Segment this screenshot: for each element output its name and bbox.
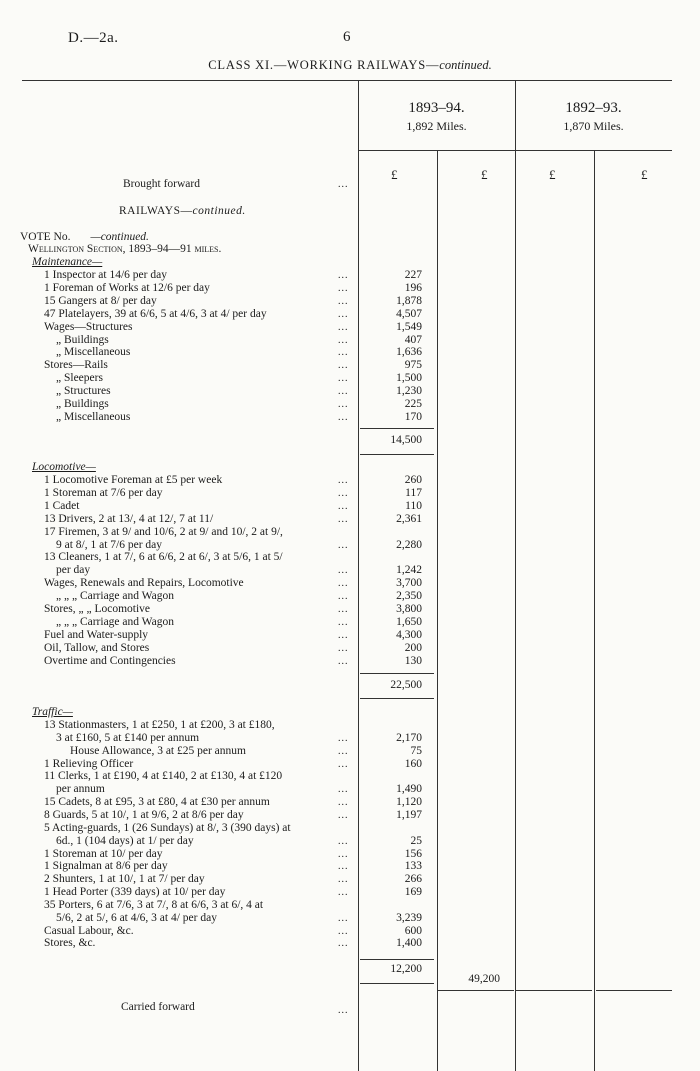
- locomotive-row-value: 2,280: [396, 538, 422, 551]
- traffic-row-label: 11 Clerks, 1 at £190, 4 at £140, 2 at £130, 4 at £120: [44, 770, 283, 783]
- traffic-row: [0, 886, 700, 899]
- vote-line: [20, 231, 149, 243]
- leader-dots: ...: [338, 270, 349, 281]
- traffic-row-label: 8 Guards, 5 at 10/, 1 at 9/6, 2 at 8/6 per day: [44, 808, 244, 821]
- leader-dots: ...: [338, 539, 349, 551]
- locomotive-total-rule: [360, 698, 434, 699]
- traffic-heading: Traffic—: [32, 706, 73, 718]
- maintenance-row: [0, 411, 700, 424]
- locomotive-row: [0, 629, 700, 642]
- locomotive-row: [0, 539, 700, 552]
- leader-dots: ...: [338, 179, 349, 190]
- locomotive-row: [0, 500, 700, 513]
- leader-dots: ...: [338, 887, 349, 899]
- leader-dots: ...: [338, 1005, 349, 1016]
- leader-dots: ...: [338, 604, 349, 615]
- traffic-row: [0, 770, 700, 783]
- traffic-row-label: 1 Storeman at 10/ per day: [44, 847, 163, 860]
- leader-dots: ...: [338, 591, 349, 603]
- maintenance-row-value: 1,230: [396, 385, 422, 398]
- column-year-1893: 1893–94.: [408, 100, 465, 116]
- maintenance-row-value: 225: [404, 398, 422, 410]
- traffic-row-value: 75: [410, 744, 422, 757]
- traffic-row-label: Casual Labour, &c.: [44, 924, 134, 937]
- prior-year-rule-1: [516, 990, 592, 991]
- leader-dots: ...: [338, 655, 349, 667]
- maintenance-row-value: 1,549: [396, 320, 422, 333]
- leader-dots: ...: [338, 513, 349, 525]
- traffic-row: [0, 822, 700, 835]
- locomotive-row-label: „ „ „ Carriage and Wagon: [56, 615, 174, 628]
- column-miles-1892: 1,870 Miles.: [563, 119, 624, 133]
- traffic-row: [0, 937, 700, 950]
- maintenance-row-label: 1 Inspector at 14/6 per day: [44, 269, 167, 281]
- leader-dots: ...: [338, 732, 349, 744]
- locomotive-total: 22,500: [390, 679, 422, 691]
- maintenance-total-row: [0, 434, 700, 447]
- brought-forward-row: [0, 178, 700, 191]
- traffic-row: [0, 809, 700, 822]
- maintenance-row: [0, 321, 700, 334]
- traffic-row-value: 266: [404, 873, 422, 886]
- locomotive-row-value: 260: [404, 474, 422, 486]
- railways-heading-continued: continued.: [192, 205, 246, 217]
- leader-dots: ...: [338, 308, 349, 320]
- traffic-subtotal-rule: [360, 959, 434, 960]
- maintenance-row: [0, 269, 700, 282]
- traffic-row-label: 5/6, 2 at 5/, 6 at 4/6, 3 at 4/ per day: [56, 911, 217, 924]
- leader-dots: ...: [338, 616, 349, 628]
- maintenance-row: [0, 334, 700, 347]
- locomotive-row-label: 9 at 8/, 1 at 7/6 per day: [56, 538, 163, 551]
- maintenance-row-label: Stores—Rails: [44, 359, 108, 372]
- maintenance-row: [0, 359, 700, 372]
- locomotive-row-label: 1 Cadet: [44, 499, 80, 512]
- leader-dots: ...: [338, 282, 349, 294]
- leader-dots: ...: [338, 360, 349, 372]
- traffic-row: [0, 732, 700, 745]
- class-title-text: CLASS XI.—WORKING RAILWAYS—: [208, 58, 440, 72]
- traffic-row: [0, 796, 700, 809]
- carried-forward-label: Carried forward: [121, 1001, 195, 1013]
- section-line: Wellington Section, 1893–94—91 miles.: [28, 243, 222, 255]
- leader-dots: ...: [338, 874, 349, 886]
- locomotive-row-label: Wages, Renewals and Repairs, Locomotive: [44, 577, 244, 590]
- locomotive-row-label: 1 Storeman at 7/6 per day: [44, 486, 163, 499]
- locomotive-row-label: 13 Drivers, 2 at 13/, 4 at 12/, 7 at 11/: [44, 512, 214, 525]
- traffic-row: [0, 835, 700, 848]
- traffic-row-value: 1,120: [396, 796, 422, 809]
- locomotive-row-label: 1 Locomotive Foreman at £5 per week: [44, 474, 223, 486]
- traffic-row-value: 160: [404, 757, 422, 770]
- maintenance-row: [0, 385, 700, 398]
- maintenance-row-label: „ Sleepers: [56, 372, 103, 385]
- locomotive-row-value: 200: [404, 641, 422, 654]
- locomotive-row-label: per day: [56, 564, 91, 577]
- locomotive-row-label: 17 Firemen, 3 at 9/ and 10/6, 2 at 9/ and 10/, 2 at 9/,: [44, 525, 283, 538]
- locomotive-row: [0, 513, 700, 526]
- maintenance-row-value: 196: [404, 281, 422, 294]
- locomotive-heading: Locomotive—: [32, 461, 96, 473]
- maintenance-total: 14,500: [390, 434, 422, 446]
- leader-dots: ...: [338, 861, 349, 873]
- page-number: 6: [343, 29, 351, 45]
- maintenance-row-value: 407: [404, 333, 422, 346]
- grand-total-rule: [438, 990, 514, 991]
- maintenance-row-label: 15 Gangers at 8/ per day: [44, 294, 157, 307]
- column-miles-1893: 1,892 Miles.: [406, 119, 467, 133]
- locomotive-row: [0, 577, 700, 590]
- traffic-row: [0, 719, 700, 732]
- locomotive-row-value: 110: [405, 499, 422, 512]
- maintenance-row-label: „ Structures: [56, 385, 111, 398]
- leader-dots: ...: [338, 629, 349, 641]
- locomotive-row-value: 3,800: [396, 603, 422, 615]
- traffic-row: [0, 848, 700, 861]
- traffic-row: [0, 925, 700, 938]
- leader-dots: ...: [338, 835, 349, 847]
- leader-dots: ...: [338, 912, 349, 924]
- locomotive-total-row: [0, 679, 700, 692]
- maintenance-row-value: 170: [404, 410, 422, 423]
- traffic-row: [0, 745, 700, 758]
- prior-year-rule-2: [596, 990, 672, 991]
- column-year-1892: 1892–93.: [565, 100, 622, 116]
- locomotive-row-label: 13 Cleaners, 1 at 7/, 6 at 6/6, 2 at 6/, 3 at 5/6, 1 at 5/: [44, 551, 283, 564]
- traffic-row-label: 2 Shunters, 1 at 10/, 1 at 7/ per day: [44, 873, 205, 886]
- leader-dots: ...: [338, 321, 349, 333]
- leader-dots: ...: [338, 565, 349, 577]
- locomotive-row: [0, 474, 700, 487]
- locomotive-row-label: Fuel and Water-supply: [44, 628, 149, 641]
- railways-heading: [119, 205, 246, 217]
- leader-dots: ...: [338, 938, 349, 950]
- maintenance-row-value: 975: [404, 359, 422, 372]
- maintenance-row: [0, 295, 700, 308]
- carried-forward-row: [0, 1001, 700, 1014]
- traffic-row-value: 3,239: [396, 911, 422, 924]
- maintenance-row-value: 1,636: [396, 346, 422, 359]
- traffic-row-label: 1 Relieving Officer: [44, 757, 134, 770]
- traffic-row-value: 1,490: [396, 783, 422, 796]
- maintenance-row-label: Wages—Structures: [44, 320, 133, 333]
- vote-label: VOTE No.: [20, 231, 71, 243]
- maintenance-row: [0, 346, 700, 359]
- locomotive-row-label: „ „ „ Carriage and Wagon: [56, 590, 174, 603]
- grand-total-row: [0, 973, 700, 986]
- leader-dots: ...: [338, 745, 349, 757]
- brought-forward-label: Brought forward: [123, 178, 200, 190]
- leader-dots: ...: [338, 411, 349, 423]
- maintenance-row-label: 1 Foreman of Works at 12/6 per day: [44, 281, 210, 294]
- locomotive-row: [0, 551, 700, 564]
- top-rule: [22, 80, 672, 81]
- locomotive-row-value: 4,300: [396, 628, 422, 641]
- leader-dots: ...: [338, 373, 349, 385]
- leader-dots: ...: [338, 399, 349, 410]
- leader-dots: ...: [338, 295, 349, 307]
- locomotive-row-value: 2,361: [396, 512, 422, 525]
- locomotive-row-value: 130: [404, 654, 422, 667]
- traffic-row-value: 1,197: [396, 808, 422, 821]
- locomotive-row-label: Oil, Tallow, and Stores: [44, 641, 150, 654]
- locomotive-row-value: 117: [405, 486, 422, 499]
- maintenance-row-value: 4,507: [396, 307, 422, 320]
- header-rule: [358, 150, 672, 151]
- maintenance-row-value: 1,500: [396, 372, 422, 385]
- traffic-row-value: 156: [404, 847, 422, 860]
- leader-dots: ...: [338, 347, 349, 359]
- traffic-total: 12,200: [390, 963, 422, 975]
- pound-sign: £: [641, 167, 648, 182]
- traffic-row-label: 6d., 1 (104 days) at 1/ per day: [56, 834, 194, 847]
- traffic-row: [0, 873, 700, 886]
- traffic-row: [0, 912, 700, 925]
- leader-dots: ...: [338, 925, 349, 937]
- leader-dots: ...: [338, 487, 349, 499]
- leader-dots: ...: [338, 578, 349, 590]
- pound-sign: £: [481, 167, 488, 182]
- traffic-row-label: 35 Porters, 6 at 7/6, 3 at 7/, 8 at 6/6, 3 at 6/, 4 at: [44, 898, 264, 911]
- maintenance-row: [0, 372, 700, 385]
- leader-dots: ...: [338, 848, 349, 860]
- maintenance-row-label: „ Buildings: [56, 398, 109, 410]
- locomotive-row: [0, 642, 700, 655]
- traffic-row-value: 600: [404, 924, 422, 937]
- traffic-row-value: 2,170: [396, 731, 422, 744]
- locomotive-row: [0, 564, 700, 577]
- locomotive-row-label: Stores, „ „ Locomotive: [44, 603, 151, 615]
- traffic-row-label: per annum: [56, 783, 105, 796]
- traffic-row: [0, 860, 700, 873]
- locomotive-row: [0, 616, 700, 629]
- railways-heading-text: RAILWAYS—: [119, 205, 193, 217]
- traffic-row-label: 15 Cadets, 8 at £95, 3 at £80, 4 at £30 per annum: [44, 796, 270, 809]
- locomotive-row-value: 1,242: [396, 564, 422, 577]
- leader-dots: ...: [338, 334, 349, 346]
- traffic-row-value: 169: [404, 886, 422, 899]
- locomotive-row-label: Overtime and Contingencies: [44, 654, 176, 667]
- traffic-row-label: Stores, &c.: [44, 937, 96, 950]
- traffic-row-label: House Allowance, 3 at £25 per annum: [70, 744, 246, 757]
- traffic-row: [0, 783, 700, 796]
- locomotive-subtotal-rule: [360, 673, 434, 674]
- traffic-row: [0, 758, 700, 771]
- traffic-row-label: 1 Signalman at 8/6 per day: [44, 860, 168, 873]
- locomotive-row: [0, 590, 700, 603]
- leader-dots: ...: [338, 642, 349, 654]
- locomotive-row-value: 3,700: [396, 577, 422, 590]
- traffic-row-value: 133: [404, 860, 422, 873]
- traffic-row-value: 1,400: [396, 937, 422, 950]
- locomotive-row-value: 2,350: [396, 590, 422, 603]
- maintenance-row: [0, 398, 700, 411]
- leader-dots: ...: [338, 386, 349, 398]
- leader-dots: ...: [338, 500, 349, 512]
- traffic-row: [0, 899, 700, 912]
- leader-dots: ...: [338, 809, 349, 821]
- leader-dots: ...: [338, 475, 349, 486]
- document-reference: D.—2a.: [68, 30, 119, 46]
- locomotive-row: [0, 487, 700, 500]
- maintenance-heading: Maintenance—: [32, 256, 103, 268]
- locomotive-row: [0, 526, 700, 539]
- traffic-row-label: 3 at £160, 5 at £140 per annum: [56, 731, 200, 744]
- locomotive-row: [0, 603, 700, 616]
- leader-dots: ...: [338, 797, 349, 809]
- maintenance-total-rule: [360, 454, 434, 455]
- vote-continued: —continued.: [90, 231, 149, 243]
- maintenance-row: [0, 282, 700, 295]
- locomotive-row: [0, 655, 700, 668]
- traffic-row-label: 5 Acting-guards, 1 (26 Sundays) at 8/, 3 (390 days) at: [44, 821, 291, 834]
- grand-total: 49,200: [468, 973, 500, 985]
- maintenance-row-value: 1,878: [396, 294, 422, 307]
- leader-dots: ...: [338, 758, 349, 770]
- maintenance-row-label: 47 Platelayers, 39 at 6/6, 5 at 4/6, 3 at 4/ per day: [44, 307, 267, 320]
- maintenance-row-label: „ Miscellaneous: [56, 346, 131, 359]
- maintenance-row-value: 227: [404, 269, 422, 281]
- maintenance-row: [0, 308, 700, 321]
- maintenance-subtotal-rule: [360, 428, 434, 429]
- pound-sign: £: [549, 167, 556, 182]
- leader-dots: ...: [338, 784, 349, 796]
- class-title-continued: continued.: [439, 58, 492, 72]
- class-title: [0, 58, 700, 73]
- maintenance-row-label: „ Miscellaneous: [56, 410, 131, 423]
- locomotive-row-value: 1,650: [396, 615, 422, 628]
- traffic-row-value: 25: [410, 834, 422, 847]
- pound-sign: £: [391, 167, 398, 182]
- maintenance-row-label: „ Buildings: [56, 333, 109, 346]
- traffic-row-label: 1 Head Porter (339 days) at 10/ per day: [44, 886, 226, 899]
- traffic-row-label: 13 Stationmasters, 1 at £250, 1 at £200, 3 at £180,: [44, 719, 275, 731]
